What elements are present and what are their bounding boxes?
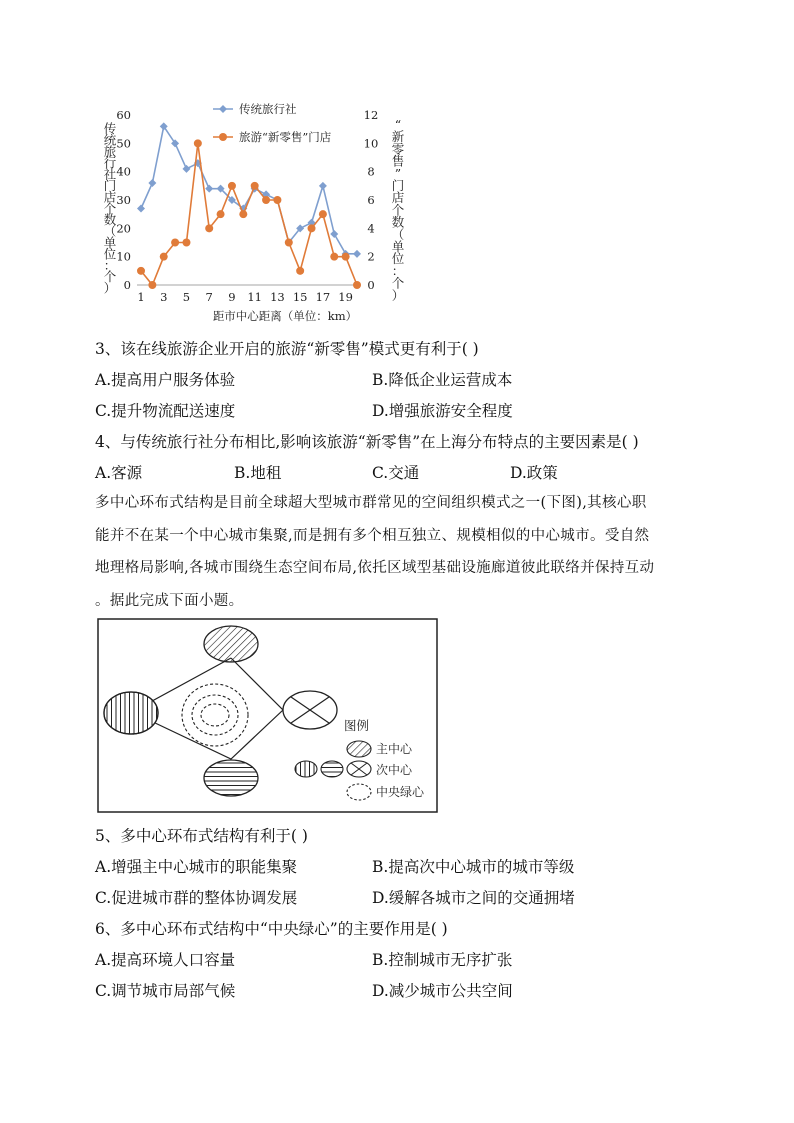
q4-option-a[interactable]: A.客源 bbox=[95, 464, 143, 482]
passage-line-1: 多中心环布式结构是目前全球超大型城市群常见的空间组织模式之一(下图),其核心职 bbox=[95, 495, 647, 511]
data-point-new-retail bbox=[148, 281, 156, 289]
q4-option-c[interactable]: C.交通 bbox=[372, 464, 420, 482]
data-point-new-retail bbox=[330, 253, 338, 261]
q3-option-a[interactable]: A.提高用户服务体验 bbox=[95, 371, 236, 389]
right-tick-label: 2 bbox=[367, 249, 375, 264]
q3-option-c[interactable]: C.提升物流配送速度 bbox=[95, 402, 236, 420]
q6-option-b[interactable]: B.控制城市无序扩张 bbox=[372, 951, 513, 969]
q6-option-c[interactable]: C.调节城市局部气候 bbox=[95, 982, 236, 1000]
legend-series-1: 传统旅行社 bbox=[239, 102, 297, 116]
x-tick-label: 7 bbox=[205, 290, 213, 304]
data-point-traditional bbox=[319, 182, 327, 190]
data-point-new-retail bbox=[273, 196, 281, 204]
x-tick-label: 5 bbox=[182, 290, 191, 304]
x-tick-label: 11 bbox=[247, 290, 263, 304]
main-center bbox=[204, 626, 258, 662]
data-point-traditional bbox=[330, 230, 338, 238]
multi-center-diagram bbox=[97, 618, 439, 814]
data-point-new-retail bbox=[182, 239, 190, 247]
legend-green-heart: 中央绿心 bbox=[376, 785, 425, 799]
left-tick-label: 50 bbox=[116, 136, 131, 151]
left-tick-label: 60 bbox=[116, 108, 131, 122]
question-6-stem: 6、多中心环布式结构中“中央绿心”的主要作用是( ) bbox=[95, 920, 448, 938]
data-point-new-retail bbox=[194, 139, 202, 147]
q5-option-b[interactable]: B.提高次中心城市的城市等级 bbox=[372, 858, 575, 876]
right-tick-label: 12 bbox=[363, 108, 379, 122]
x-tick-label: 19 bbox=[338, 290, 353, 304]
left-tick-label: 30 bbox=[116, 193, 131, 207]
sub-center-bottom bbox=[204, 760, 258, 796]
data-point-new-retail bbox=[228, 182, 236, 190]
data-point-traditional bbox=[137, 205, 145, 213]
legend-series-2: 旅游“新零售”门店 bbox=[239, 130, 332, 144]
data-point-new-retail bbox=[342, 253, 350, 261]
left-tick-label: 40 bbox=[116, 164, 131, 179]
line-chart bbox=[95, 95, 425, 330]
passage-line-3: 地理格局影响,各城市围绕生态空间布局,依托区域型基础设施廊道彼此联络并保持互动 bbox=[95, 560, 655, 576]
question-3-stem: 3、该在线旅游企业开启的旅游“新零售”模式更有利于( ) bbox=[95, 340, 479, 358]
x-axis-title: 距市中心距离（单位：km） bbox=[212, 309, 358, 323]
q6-option-a[interactable]: A.提高环境人口容量 bbox=[95, 951, 236, 969]
data-point-new-retail bbox=[319, 210, 327, 218]
data-point-new-retail bbox=[353, 281, 361, 289]
chart-legend bbox=[213, 102, 332, 144]
data-point-new-retail bbox=[171, 239, 179, 247]
left-tick-label: 0 bbox=[123, 278, 131, 292]
data-point-traditional bbox=[353, 250, 361, 258]
right-tick-label: 6 bbox=[367, 193, 375, 207]
question-4-stem: 4、与传统旅行社分布相比,影响该旅游“新零售”在上海分布特点的主要因素是( ) bbox=[95, 433, 639, 451]
q3-option-d[interactable]: D.增强旅游安全程度 bbox=[372, 402, 513, 420]
x-tick-label: 9 bbox=[228, 290, 236, 304]
x-tick-label: 17 bbox=[315, 290, 331, 304]
q4-option-d[interactable]: D.政策 bbox=[510, 464, 558, 482]
data-point-new-retail bbox=[296, 267, 304, 275]
q3-option-b[interactable]: B.降低企业运营成本 bbox=[372, 371, 513, 389]
data-point-new-retail bbox=[205, 224, 213, 232]
data-point-new-retail bbox=[160, 253, 168, 261]
x-tick-label: 1 bbox=[137, 290, 145, 304]
data-point-new-retail bbox=[251, 182, 259, 190]
q5-option-c[interactable]: C.促进城市群的整体协调发展 bbox=[95, 889, 298, 907]
q5-option-a[interactable]: A.增强主中心城市的职能集聚 bbox=[95, 858, 298, 876]
left-tick-label: 10 bbox=[116, 249, 131, 264]
data-point-new-retail bbox=[285, 239, 293, 247]
x-tick-label: 13 bbox=[270, 290, 285, 304]
sub-center-right bbox=[283, 691, 337, 729]
left-tick-label: 20 bbox=[116, 221, 131, 236]
data-point-traditional bbox=[148, 179, 156, 187]
passage-line-2: 能并不在某一个中心城市集聚,而是拥有多个相互独立、规模相似的中心城市。受自然 bbox=[95, 527, 650, 544]
right-axis-title: “新零售”门店个数（单位：个） bbox=[391, 117, 405, 303]
data-point-new-retail bbox=[308, 224, 316, 232]
right-tick-label: 8 bbox=[367, 164, 375, 179]
passage bbox=[95, 487, 700, 617]
data-point-traditional bbox=[182, 165, 190, 173]
x-tick-label: 15 bbox=[292, 290, 308, 304]
left-axis-title: 传统旅行社门店个数（单位：个） bbox=[103, 121, 117, 296]
legend-sub-center: 次中心 bbox=[376, 763, 413, 777]
data-point-new-retail bbox=[137, 267, 145, 275]
right-tick-label: 0 bbox=[367, 278, 375, 292]
passage-line-4: 。据此完成下面小题。 bbox=[95, 592, 244, 609]
q6-option-d[interactable]: D.减少城市公共空间 bbox=[372, 982, 513, 1000]
right-tick-label: 10 bbox=[363, 136, 379, 151]
q4-option-b[interactable]: B.地租 bbox=[234, 464, 282, 482]
legend-title: 图例 bbox=[344, 718, 370, 733]
question-5-stem: 5、多中心环布式结构有利于( ) bbox=[95, 827, 308, 845]
data-point-traditional bbox=[205, 185, 213, 193]
q5-option-d[interactable]: D.缓解各城市之间的交通拥堵 bbox=[372, 889, 575, 907]
data-point-new-retail bbox=[239, 210, 247, 218]
right-tick-label: 4 bbox=[367, 221, 375, 236]
x-tick-label: 3 bbox=[160, 290, 168, 304]
legend-main-center: 主中心 bbox=[376, 742, 413, 756]
data-point-new-retail bbox=[217, 210, 225, 218]
data-point-new-retail bbox=[262, 196, 270, 204]
